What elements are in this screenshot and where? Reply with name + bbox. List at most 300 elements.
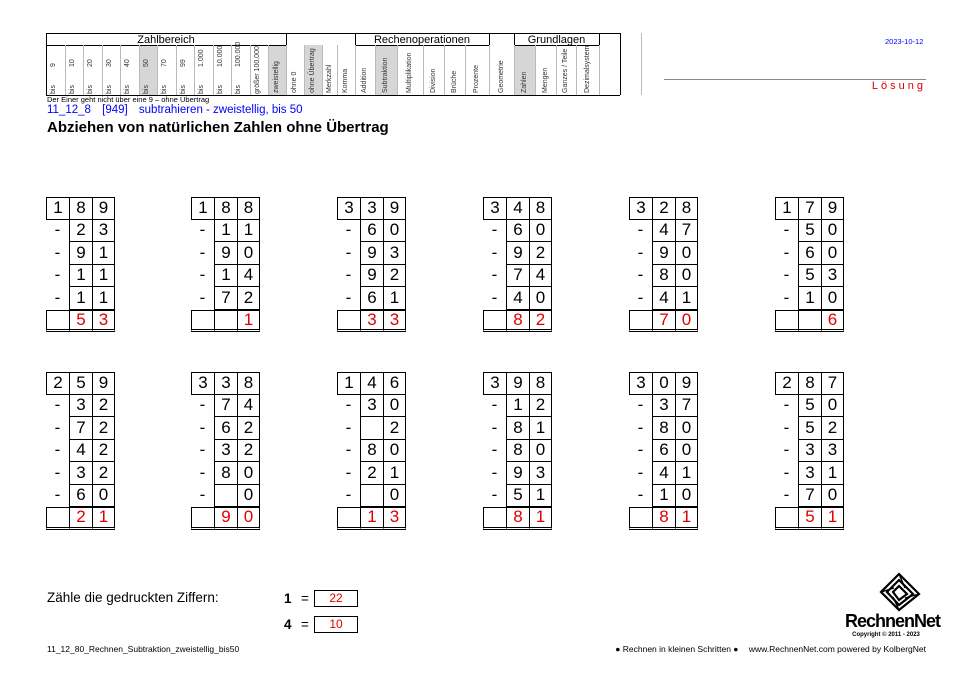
minus-sign: -: [54, 417, 61, 437]
problem-subtrahend-row: [629, 462, 698, 485]
problem-subtrahend-row: [191, 485, 260, 508]
problem-minuend-row: [337, 372, 406, 395]
problem-subtrahend-row: [483, 462, 552, 485]
subtrahend-digit: 1: [821, 462, 844, 485]
minuend-digit: 6: [383, 372, 406, 395]
problem: [337, 372, 406, 530]
category-column-label: ohne Übertrag: [309, 48, 316, 93]
problem-result-row: [337, 310, 406, 333]
category-column-label: Mengen: [541, 67, 549, 93]
minus-sign: -: [54, 440, 61, 460]
subtrahend-digit: 2: [529, 395, 552, 418]
column-line: [231, 45, 232, 95]
problem-result-row: [483, 507, 552, 530]
subtrahend-digit: 1: [214, 220, 237, 243]
subtrahend-digit: 1: [92, 287, 115, 310]
count-row: [284, 589, 358, 607]
subtrahend-digit: 4: [237, 395, 260, 418]
subtrahend-digit: 3: [798, 440, 821, 463]
column-line: [576, 45, 577, 95]
subtrahend-digit: 2: [69, 220, 92, 243]
problem-result-row: [483, 310, 552, 333]
result-digit: 1: [237, 310, 260, 333]
file-name: 11_12_80_Rechnen_Subtraktion_zweistellig_bis50: [47, 644, 240, 654]
subtrahend-digit: 6: [214, 417, 237, 440]
problem-subtrahend-row: [337, 287, 406, 310]
problem-subtrahend-row: [483, 287, 552, 310]
subtrahend-digit: 6: [360, 287, 383, 310]
range-bis: bis: [142, 85, 150, 94]
result-digit: 8: [652, 507, 675, 530]
subtrahend-digit: [360, 417, 383, 440]
range-value: 99: [179, 59, 187, 67]
range-value: 50: [142, 59, 150, 67]
minuend-digit: 1: [191, 197, 214, 220]
result-digit: 8: [506, 507, 529, 530]
problem-subtrahend-row: [483, 265, 552, 288]
minus-sign: -: [783, 485, 790, 505]
subtrahend-digit: 0: [675, 440, 698, 463]
result-digit: 1: [92, 507, 115, 530]
footer-site: www.RechnenNet.com powered by KolbergNet: [748, 644, 926, 654]
problem-subtrahend-row: [629, 242, 698, 265]
subtrahend-digit: 2: [237, 417, 260, 440]
problem-subtrahend-row: [191, 462, 260, 485]
result-digit: 1: [529, 507, 552, 530]
problem: [337, 197, 406, 332]
footer-right: [607, 644, 926, 654]
subtrahend-digit: 7: [69, 417, 92, 440]
minuend-digit: 8: [798, 372, 821, 395]
minuend-digit: 7: [798, 197, 821, 220]
problem-subtrahend-row: [337, 242, 406, 265]
minuend-digit: 3: [360, 197, 383, 220]
column-line: [157, 45, 158, 95]
subtrahend-digit: 4: [652, 462, 675, 485]
subtrahend-digit: 2: [529, 242, 552, 265]
result-digit: 0: [237, 507, 260, 530]
subtrahend-digit: 9: [360, 265, 383, 288]
problem-subtrahend-row: [337, 395, 406, 418]
minuend-digit: 7: [821, 372, 844, 395]
subtrahend-digit: 3: [821, 440, 844, 463]
subtrahend-digit: 3: [383, 242, 406, 265]
result-digit: 2: [529, 310, 552, 333]
count-equals: =: [301, 590, 309, 606]
column-line: [489, 45, 490, 95]
range-value: 70: [161, 59, 168, 67]
result-digit: 9: [214, 507, 237, 530]
subtrahend-digit: 2: [237, 440, 260, 463]
minuend-digit: 9: [821, 197, 844, 220]
subtrahend-digit: 1: [529, 417, 552, 440]
minus-sign: -: [54, 287, 61, 307]
problem-subtrahend-row: [337, 462, 406, 485]
minuend-digit: 3: [483, 372, 506, 395]
category-column-label: Multiplikation: [406, 52, 413, 93]
subtrahend-digit: 8: [214, 462, 237, 485]
column-line: [250, 45, 251, 95]
category-column-label: Addition: [361, 67, 368, 93]
category-column-label: ohne 0: [291, 71, 298, 93]
minus-sign: -: [54, 265, 61, 285]
minuend-digit: 9: [506, 372, 529, 395]
result-digit: 3: [383, 310, 406, 333]
column-line: [268, 45, 269, 95]
subtrahend-digit: 0: [821, 287, 844, 310]
subtrahend-digit: 5: [798, 395, 821, 418]
problem-minuend-row: [191, 197, 260, 220]
minus-sign: -: [637, 440, 644, 460]
problem-subtrahend-row: [775, 220, 844, 243]
footer-slogan: ● Rechnen in kleinen Schritten ●: [615, 644, 739, 654]
subtrahend-digit: 9: [652, 242, 675, 265]
subtrahend-digit: 7: [214, 287, 237, 310]
minuend-digit: 0: [652, 372, 675, 395]
subtrahend-digit: 7: [214, 395, 237, 418]
problem-subtrahend-row: [46, 417, 115, 440]
column-line: [397, 45, 398, 95]
minus-sign: -: [637, 395, 644, 415]
subtrahend-digit: 0: [675, 242, 698, 265]
problem-result-row: [191, 507, 260, 530]
subtrahend-digit: 4: [69, 440, 92, 463]
result-digit: 8: [506, 310, 529, 333]
result-digit: 0: [675, 310, 698, 333]
subtrahend-digit: 9: [506, 242, 529, 265]
category-table: [46, 33, 620, 95]
subtrahend-digit: 1: [675, 462, 698, 485]
problem: [629, 197, 698, 332]
subtrahend-digit: 3: [821, 265, 844, 288]
minus-sign: -: [491, 440, 498, 460]
category-column-label: Dezimalsystem: [583, 45, 591, 93]
subtrahend-digit: 2: [383, 265, 406, 288]
minuend-digit: 3: [629, 197, 652, 220]
column-line: [641, 33, 642, 95]
range-value: 10.000: [216, 45, 224, 67]
minuend-digit: 8: [529, 197, 552, 220]
category-column-label: Ganzes / Teile: [562, 48, 569, 93]
group-title: Rechenoperationen: [373, 34, 471, 46]
minuend-digit: 9: [92, 197, 115, 220]
minus-sign: -: [54, 485, 61, 505]
minus-sign: -: [199, 242, 206, 262]
subtrahend-digit: 1: [69, 265, 92, 288]
range-value: 1.000: [198, 49, 205, 67]
problem-subtrahend-row: [629, 485, 698, 508]
column-line: [423, 45, 424, 95]
range-bis: bis: [50, 85, 57, 94]
group-title: Zahlbereich: [137, 34, 195, 46]
minus-sign: -: [345, 242, 352, 262]
minuend-digit: 8: [237, 372, 260, 395]
subtrahend-digit: 0: [92, 485, 115, 508]
result-digit: [483, 310, 506, 333]
subtrahend-digit: 7: [798, 485, 821, 508]
count-digit: 4: [284, 616, 292, 632]
minus-sign: -: [491, 485, 498, 505]
column-line: [304, 45, 305, 95]
subtrahend-digit: 3: [214, 440, 237, 463]
subtrahend-digit: 0: [529, 440, 552, 463]
range-bis: bis: [161, 85, 168, 94]
problem-result-row: [46, 310, 115, 333]
category-note: Der Einer geht nicht über eine 9 – ohne Übertrag: [47, 95, 210, 104]
problem: [483, 197, 552, 332]
problem-subtrahend-row: [483, 395, 552, 418]
logo-wordmark: RechnenNet: [845, 611, 941, 631]
subtrahend-digit: 9: [360, 242, 383, 265]
subtrahend-digit: 8: [652, 265, 675, 288]
minus-sign: -: [491, 242, 498, 262]
result-digit: [775, 310, 798, 333]
subtrahend-digit: 7: [675, 395, 698, 418]
problem-subtrahend-row: [483, 440, 552, 463]
problem-subtrahend-row: [629, 265, 698, 288]
subtrahend-digit: 1: [675, 287, 698, 310]
problem-subtrahend-row: [483, 220, 552, 243]
subtrahend-digit: 2: [92, 440, 115, 463]
subtrahend-digit: 0: [237, 242, 260, 265]
subtrahend-digit: 1: [92, 242, 115, 265]
result-digit: 3: [92, 310, 115, 333]
result-digit: 3: [383, 507, 406, 530]
minus-sign: -: [199, 417, 206, 437]
subtrahend-digit: 2: [237, 287, 260, 310]
problem-minuend-row: [337, 197, 406, 220]
problem-subtrahend-row: [191, 220, 260, 243]
subtrahend-digit: 8: [652, 417, 675, 440]
result-digit: [214, 310, 237, 333]
subtrahend-digit: 1: [383, 287, 406, 310]
problem: [46, 372, 115, 530]
result-digit: [629, 507, 652, 530]
minus-sign: -: [54, 462, 61, 482]
column-line: [120, 45, 121, 95]
subtrahend-digit: 8: [360, 440, 383, 463]
subtrahend-digit: 0: [383, 220, 406, 243]
problem-subtrahend-row: [191, 287, 260, 310]
subtrahend-digit: 3: [69, 462, 92, 485]
problem-subtrahend-row: [46, 287, 115, 310]
minus-sign: -: [783, 220, 790, 240]
minus-sign: -: [54, 242, 61, 262]
minus-sign: -: [345, 485, 352, 505]
result-digit: 1: [675, 507, 698, 530]
problem-subtrahend-row: [629, 417, 698, 440]
subtrahend-digit: 0: [529, 220, 552, 243]
range-bis: bis: [179, 85, 187, 94]
subtrahend-digit: 0: [821, 485, 844, 508]
problem-subtrahend-row: [46, 395, 115, 418]
column-line: [65, 45, 66, 95]
minuend-digit: 2: [46, 372, 69, 395]
subtrahend-digit: 1: [214, 265, 237, 288]
minus-sign: -: [783, 242, 790, 262]
subtrahend-digit: 3: [652, 395, 675, 418]
problem-subtrahend-row: [775, 395, 844, 418]
minus-sign: -: [637, 417, 644, 437]
minuend-digit: 8: [69, 197, 92, 220]
subtrahend-digit: 0: [675, 265, 698, 288]
problem-subtrahend-row: [629, 220, 698, 243]
category-column-label: Komma: [342, 68, 349, 93]
minus-sign: -: [491, 220, 498, 240]
subtrahend-digit: 9: [214, 242, 237, 265]
problem-minuend-row: [775, 372, 844, 395]
column-line: [139, 45, 140, 95]
range-value: 10: [68, 59, 76, 67]
minus-sign: -: [345, 287, 352, 307]
minuend-digit: 3: [629, 372, 652, 395]
subtrahend-digit: 0: [675, 417, 698, 440]
problem-subtrahend-row: [775, 485, 844, 508]
minus-sign: -: [345, 220, 352, 240]
subtrahend-digit: 4: [237, 265, 260, 288]
result-digit: [337, 310, 360, 333]
minus-sign: -: [345, 395, 352, 415]
problem-subtrahend-row: [775, 287, 844, 310]
minuend-digit: 8: [529, 372, 552, 395]
subtrahend-digit: 0: [821, 242, 844, 265]
problem-subtrahend-row: [337, 485, 406, 508]
range-value: 9: [50, 63, 57, 67]
problem-subtrahend-row: [775, 265, 844, 288]
range-bis: bis: [68, 85, 76, 94]
problem-subtrahend-row: [46, 485, 115, 508]
result-digit: 5: [798, 507, 821, 530]
worksheet-date: 2023-10-12: [885, 37, 924, 46]
column-line: [83, 45, 84, 95]
minus-sign: -: [783, 462, 790, 482]
range-bis: bis: [124, 85, 131, 94]
minus-sign: -: [199, 462, 206, 482]
subtrahend-digit: 2: [92, 462, 115, 485]
problem-result-row: [629, 507, 698, 530]
subtrahend-digit: 1: [92, 265, 115, 288]
minuend-digit: 2: [775, 372, 798, 395]
worksheet-meta: [47, 104, 311, 116]
category-column-label: Merkzahl: [325, 64, 333, 93]
minus-sign: -: [783, 417, 790, 437]
subtrahend-digit: 4: [506, 287, 529, 310]
minuend-digit: 4: [506, 197, 529, 220]
range-extra: größer 100.000: [253, 46, 261, 94]
column-line: [465, 45, 466, 95]
category-column-label: zweistellig: [273, 61, 280, 93]
minuend-digit: 1: [337, 372, 360, 395]
table-border: [620, 33, 621, 95]
minus-sign: -: [783, 287, 790, 307]
problem-result-row: [775, 507, 844, 530]
column-line: [556, 45, 557, 95]
minus-sign: -: [199, 265, 206, 285]
group-title: Grundlagen: [527, 34, 586, 46]
minus-sign: -: [491, 287, 498, 307]
subtrahend-digit: 5: [798, 265, 821, 288]
subtrahend-digit: 6: [652, 440, 675, 463]
problem-subtrahend-row: [775, 242, 844, 265]
result-digit: 2: [69, 507, 92, 530]
problem: [191, 372, 260, 530]
subtrahend-digit: 3: [798, 462, 821, 485]
column-line: [337, 45, 338, 95]
subtrahend-digit: 0: [383, 485, 406, 508]
range-value: 40: [124, 59, 131, 67]
problem-subtrahend-row: [337, 265, 406, 288]
problem-result-row: [337, 507, 406, 530]
problem-minuend-row: [629, 197, 698, 220]
problem-minuend-row: [483, 197, 552, 220]
minus-sign: -: [345, 417, 352, 437]
result-digit: [775, 507, 798, 530]
subtrahend-digit: 6: [69, 485, 92, 508]
problem: [629, 372, 698, 530]
spiral-logo-icon: [877, 572, 921, 612]
column-line: [213, 45, 214, 95]
problem-result-row: [46, 507, 115, 530]
subtrahend-digit: 1: [506, 395, 529, 418]
subtrahend-digit: 1: [237, 220, 260, 243]
subtrahend-digit: 1: [529, 485, 552, 508]
subtrahend-digit: 9: [506, 462, 529, 485]
result-digit: [46, 310, 69, 333]
subtrahend-digit: 2: [92, 395, 115, 418]
subtrahend-digit: 1: [383, 462, 406, 485]
subtrahend-digit: 8: [506, 440, 529, 463]
subtrahend-digit: [214, 485, 237, 508]
subtrahend-digit: 3: [92, 220, 115, 243]
minuend-digit: 3: [483, 197, 506, 220]
problem-subtrahend-row: [483, 485, 552, 508]
problem-minuend-row: [191, 372, 260, 395]
minuend-digit: 3: [214, 372, 237, 395]
minuend-digit: 8: [214, 197, 237, 220]
problem-subtrahend-row: [191, 242, 260, 265]
minus-sign: -: [491, 265, 498, 285]
solution-label: Lösung: [871, 80, 926, 92]
minuend-digit: 9: [675, 372, 698, 395]
minuend-digit: 9: [383, 197, 406, 220]
subtrahend-digit: 5: [506, 485, 529, 508]
problem-subtrahend-row: [46, 265, 115, 288]
subtrahend-digit: 3: [360, 395, 383, 418]
problem-subtrahend-row: [191, 265, 260, 288]
problem-subtrahend-row: [775, 440, 844, 463]
result-digit: 7: [652, 310, 675, 333]
subtrahend-digit: 5: [798, 417, 821, 440]
subtrahend-digit: 3: [529, 462, 552, 485]
subtrahend-digit: 6: [798, 242, 821, 265]
minus-sign: -: [54, 220, 61, 240]
minuend-digit: 4: [360, 372, 383, 395]
subtrahend-digit: 4: [652, 287, 675, 310]
minus-sign: -: [491, 417, 498, 437]
worksheet-code: 11_12_8: [47, 104, 91, 116]
problem-minuend-row: [629, 372, 698, 395]
column-line: [102, 45, 103, 95]
minus-sign: -: [637, 462, 644, 482]
subtrahend-digit: 4: [529, 265, 552, 288]
subtrahend-digit: 6: [506, 220, 529, 243]
problem: [775, 197, 844, 332]
result-digit: [798, 310, 821, 333]
category-column-label: Division: [429, 68, 437, 93]
problem-subtrahend-row: [191, 440, 260, 463]
problem-subtrahend-row: [191, 395, 260, 418]
subtrahend-digit: 2: [383, 417, 406, 440]
